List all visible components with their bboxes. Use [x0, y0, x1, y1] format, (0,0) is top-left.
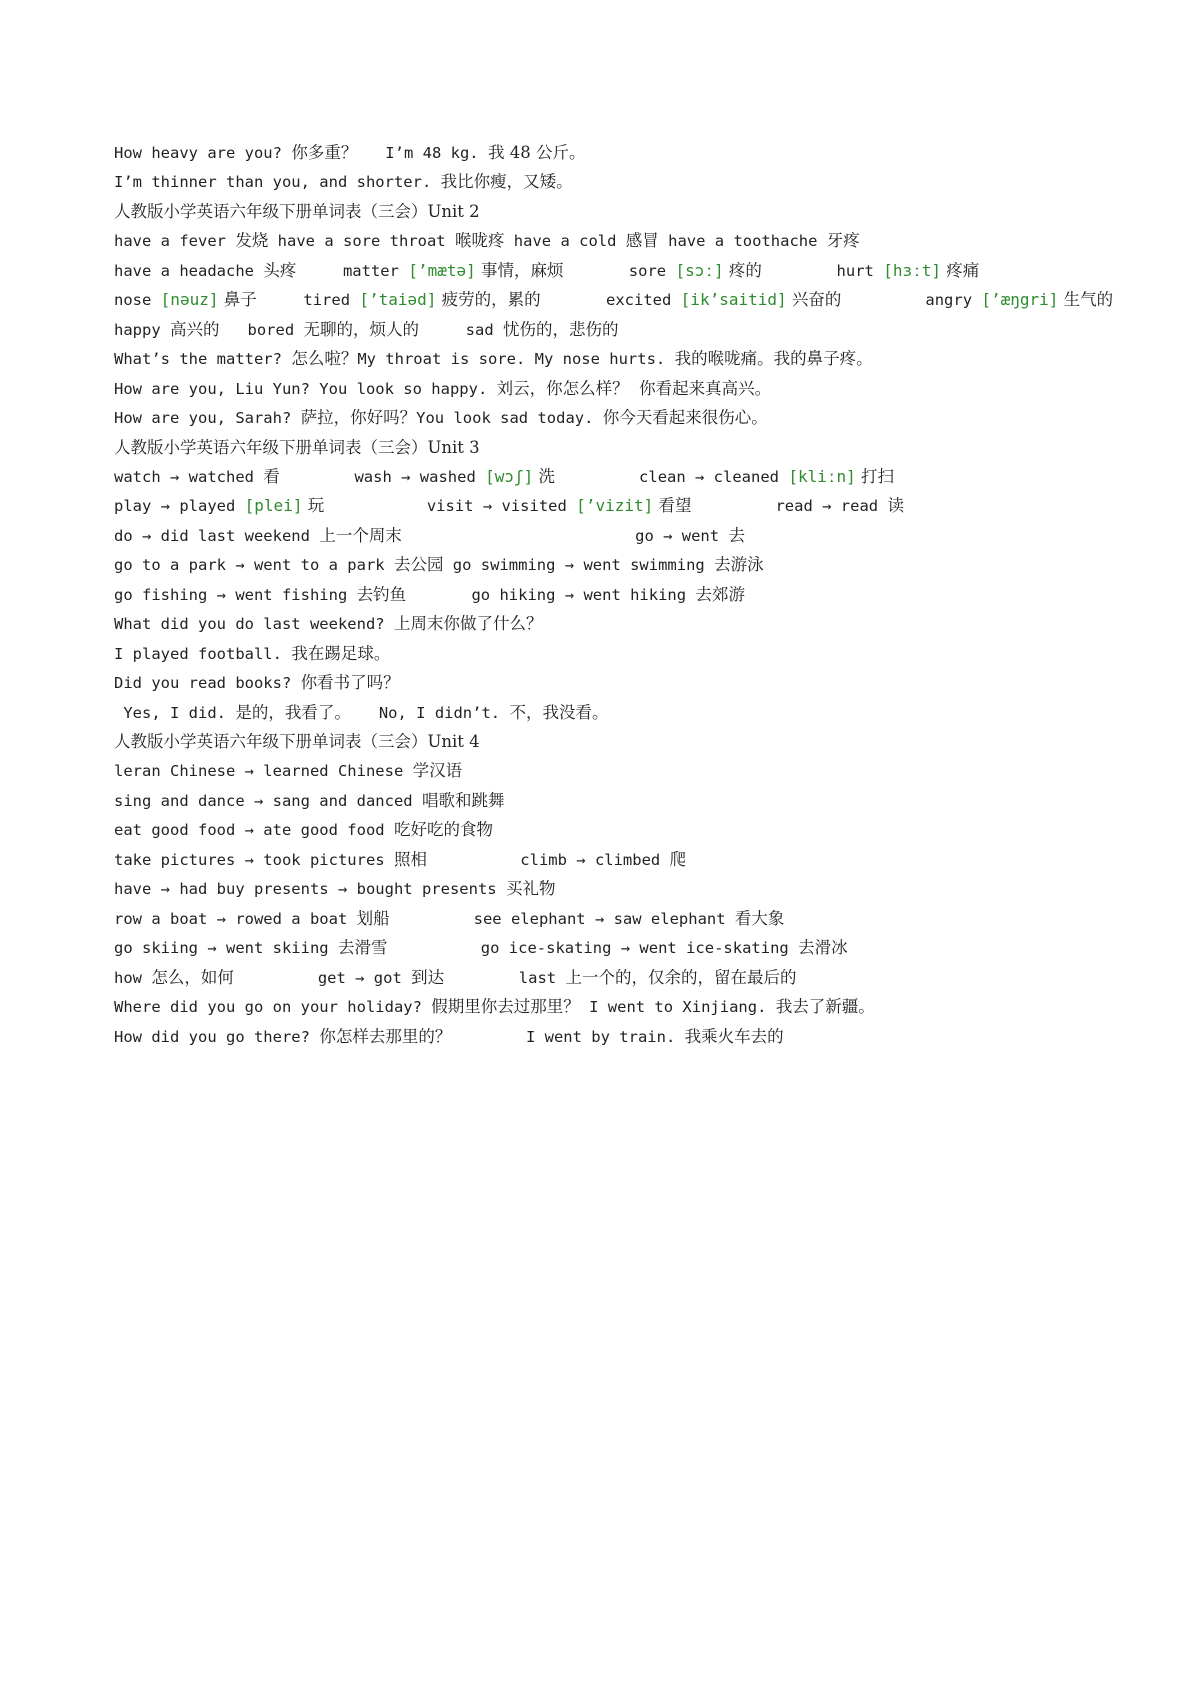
chinese-text: 划船: [356, 908, 390, 928]
english-text: take pictures → took pictures: [114, 850, 394, 869]
english-text: last: [444, 968, 566, 987]
text-line: [114, 226, 860, 256]
phonetic-text: [ik’saitid]: [680, 290, 787, 310]
english-text: watch → watched: [114, 467, 264, 486]
chinese-text: 买礼物: [505, 879, 556, 899]
chinese-text: 假期里你去过那里？: [431, 997, 580, 1017]
english-text: eat good food → ate good food: [114, 821, 394, 840]
chinese-text: 看望: [653, 496, 692, 516]
text-line: [114, 550, 764, 580]
english-text: How heavy are you?: [114, 144, 292, 162]
chinese-text: 刘云，你怎么样？ 你看起来真高兴。: [496, 378, 772, 398]
english-text: go fishing → went fishing: [114, 585, 357, 604]
chinese-text: 你今天看起来很伤心。: [602, 408, 768, 428]
text-line: [114, 815, 493, 845]
text-line: [114, 609, 542, 639]
chinese-text: 发烧: [235, 231, 269, 251]
english-text: I went to Xinjiang.: [579, 998, 776, 1017]
chinese-text: 忧伤的，悲伤的: [503, 319, 619, 339]
chinese-text: 去: [728, 525, 745, 545]
phonetic-text: [plei]: [244, 496, 303, 516]
text-line: [114, 344, 873, 374]
text-line: [114, 167, 573, 197]
english-text: sing and dance → sang and danced: [114, 791, 422, 810]
english-text: get → got: [233, 968, 412, 987]
chinese-text: 去钓鱼: [356, 584, 407, 604]
chinese-text: 萨拉，你好吗？: [300, 408, 417, 428]
chinese-text: 我比你瘦，又矮。: [440, 172, 573, 192]
chinese-text: 兴奋的: [786, 290, 842, 310]
english-text: have a sore throat: [268, 232, 455, 251]
text-line: [114, 521, 745, 551]
english-text: read → read: [691, 497, 888, 516]
english-text: clean → cleaned: [555, 467, 789, 486]
chinese-text: 你看书了吗？: [300, 673, 400, 693]
english-text: have a toothache: [658, 232, 827, 251]
chinese-text: 感冒: [625, 231, 659, 251]
chinese-text: 去游泳: [714, 555, 764, 575]
english-text: how: [114, 968, 152, 987]
english-text: go ice-skating → went ice-skating: [387, 939, 799, 958]
english-text: row a boat → rowed a boat: [114, 909, 357, 928]
chinese-text: 疼痛: [941, 260, 980, 280]
english-text: How are you, Sarah?: [114, 409, 301, 428]
chinese-text: 学汉语: [412, 761, 463, 781]
text-line: [114, 786, 504, 816]
text-line: [114, 285, 1113, 315]
phonetic-text: [hɜːt]: [883, 260, 942, 280]
phonetic-text: [wɔʃ]: [485, 466, 534, 486]
chinese-text: 吃好吃的食物: [393, 820, 493, 840]
english-text: have a cold: [504, 232, 626, 251]
text-line: [114, 315, 619, 345]
text-line: [114, 433, 480, 463]
english-text: excited: [540, 291, 681, 310]
english-text: sad: [419, 320, 503, 339]
chinese-text: 疲劳的，累的: [436, 290, 541, 310]
text-line: [114, 462, 894, 492]
unit-heading: 人教版小学英语六年级下册单词表（三会）Unit 3: [114, 437, 480, 457]
chinese-text: 去滑雪: [337, 938, 388, 958]
english-text: see elephant → saw elephant: [389, 909, 735, 928]
english-text: hurt: [761, 261, 884, 280]
text-line: [114, 374, 771, 404]
english-text: visit → visited: [324, 497, 577, 516]
text-line: [114, 639, 390, 669]
english-text: leran Chinese → learned Chinese: [114, 762, 413, 781]
chinese-text: 疼的: [723, 260, 762, 280]
english-text: go swimming → went swimming: [443, 556, 715, 575]
text-line: [114, 668, 400, 698]
text-line: [114, 992, 875, 1022]
chinese-text: 洗: [533, 466, 556, 486]
english-text: go hiking → went hiking: [406, 585, 696, 604]
chinese-text: 喉咙疼: [454, 231, 505, 251]
english-text: sore: [563, 261, 676, 280]
chinese-text: 鼻子: [218, 290, 257, 310]
phonetic-text: [’æŋgri]: [981, 290, 1059, 310]
english-text: wash → washed: [279, 467, 486, 486]
chinese-text: 我乘火车去的: [684, 1026, 784, 1046]
text-line: [114, 933, 848, 963]
english-text: go skiing → went skiing: [114, 939, 338, 958]
chinese-text: 生气的: [1058, 290, 1114, 310]
english-text: Did you read books?: [114, 674, 301, 693]
chinese-text: 怎么，如何: [151, 967, 234, 987]
english-text: You look sad today.: [416, 409, 603, 428]
text-line: [114, 491, 904, 521]
text-line: [114, 698, 608, 728]
text-line: [114, 138, 585, 168]
english-text: play → played: [114, 497, 245, 516]
text-line: [114, 580, 745, 610]
english-text: nose: [114, 291, 161, 310]
chinese-text: 到达: [411, 967, 445, 987]
chinese-text: 上一个的，仅余的，留在最后的: [565, 967, 797, 987]
phonetic-text: [’vizit]: [576, 496, 654, 516]
chinese-text: 我在踢足球。: [291, 643, 391, 663]
chinese-text: 无聊的，烦人的: [303, 319, 419, 339]
english-text: I went by train.: [451, 1027, 685, 1046]
english-text: climb → climbed: [426, 850, 670, 869]
chinese-text: 我的喉咙痛。我的鼻子疼。: [674, 349, 873, 369]
chinese-text: 读: [887, 496, 904, 516]
chinese-text: 去滑冰: [798, 938, 848, 958]
english-text: matter: [296, 261, 409, 280]
text-line: [114, 1022, 784, 1052]
english-text: I played football.: [114, 644, 292, 663]
english-text: No, I didn’t.: [350, 703, 510, 722]
phonetic-text: [’mætə]: [408, 260, 476, 280]
text-line: [114, 756, 462, 786]
english-text: angry: [841, 291, 982, 310]
english-text: have a headache: [114, 261, 264, 280]
english-text: What’s the matter?: [114, 350, 292, 369]
chinese-text: 不，我没看。: [509, 702, 609, 722]
chinese-text: 怎么啦？: [291, 349, 358, 369]
text-line: [114, 904, 784, 934]
text-line: [114, 963, 796, 993]
english-text: have a fever: [114, 232, 236, 251]
chinese-text: 看: [263, 466, 280, 486]
english-text: What did you do last weekend?: [114, 615, 394, 634]
chinese-text: 头疼: [263, 260, 297, 280]
phonetic-text: [’taiəd]: [359, 290, 437, 310]
text-line: [114, 874, 555, 904]
english-text: happy: [114, 320, 170, 339]
chinese-text: 事情，麻烦: [475, 260, 564, 280]
text-line: [114, 256, 979, 286]
chinese-text: 上周末你做了什么？: [393, 614, 543, 634]
chinese-text: 你多重？: [291, 143, 358, 162]
text-line: [114, 197, 480, 227]
chinese-text: 看大象: [734, 908, 785, 928]
english-text: I’m thinner than you, and shorter.: [114, 173, 441, 192]
english-text: go to a park → went to a park: [114, 556, 394, 575]
chinese-text: 爬: [669, 849, 687, 869]
chinese-text: 打扫: [855, 466, 895, 486]
chinese-text: 照相: [393, 849, 427, 869]
english-text: Yes, I did.: [114, 703, 236, 722]
english-text: bored: [219, 320, 304, 339]
chinese-text: 我去了新疆。: [775, 997, 875, 1017]
chinese-text: 去公园: [393, 555, 444, 575]
chinese-text: 玩: [302, 496, 325, 516]
phonetic-text: [kliːn]: [788, 466, 856, 486]
unit-heading: 人教版小学英语六年级下册单词表（三会）Unit 4: [114, 732, 480, 751]
english-text: go → went: [401, 526, 729, 545]
chinese-text: 上一个周末: [319, 525, 402, 545]
chinese-text: 高兴的: [170, 319, 220, 339]
english-text: Where did you go on your holiday?: [114, 998, 432, 1017]
english-text: I’m 48 kg.: [357, 144, 488, 162]
chinese-text: 你怎样去那里的？: [319, 1026, 452, 1046]
phonetic-text: [nəuz]: [160, 290, 219, 310]
text-line: [114, 403, 768, 433]
english-text: have → had buy presents → bought presents: [114, 880, 506, 899]
text-line: [114, 845, 686, 875]
english-text: My throat is sore. My nose hurts.: [357, 350, 675, 369]
chinese-text: 我 48 公斤。: [487, 143, 586, 162]
chinese-text: 去郊游: [695, 584, 745, 604]
chinese-text: 唱歌和跳舞: [421, 790, 505, 810]
text-line: [114, 727, 480, 757]
english-text: How did you go there?: [114, 1027, 320, 1046]
english-text: do → did last weekend: [114, 526, 320, 545]
english-text: tired: [256, 291, 360, 310]
chinese-text: 牙疼: [826, 231, 860, 251]
unit-heading: 人教版小学英语六年级下册单词表（三会）Unit 2: [114, 201, 480, 221]
english-text: How are you, Liu Yun? You look so happy.: [114, 379, 497, 398]
chinese-text: 是的，我看了。: [235, 702, 351, 722]
phonetic-text: [sɔː]: [675, 260, 724, 280]
